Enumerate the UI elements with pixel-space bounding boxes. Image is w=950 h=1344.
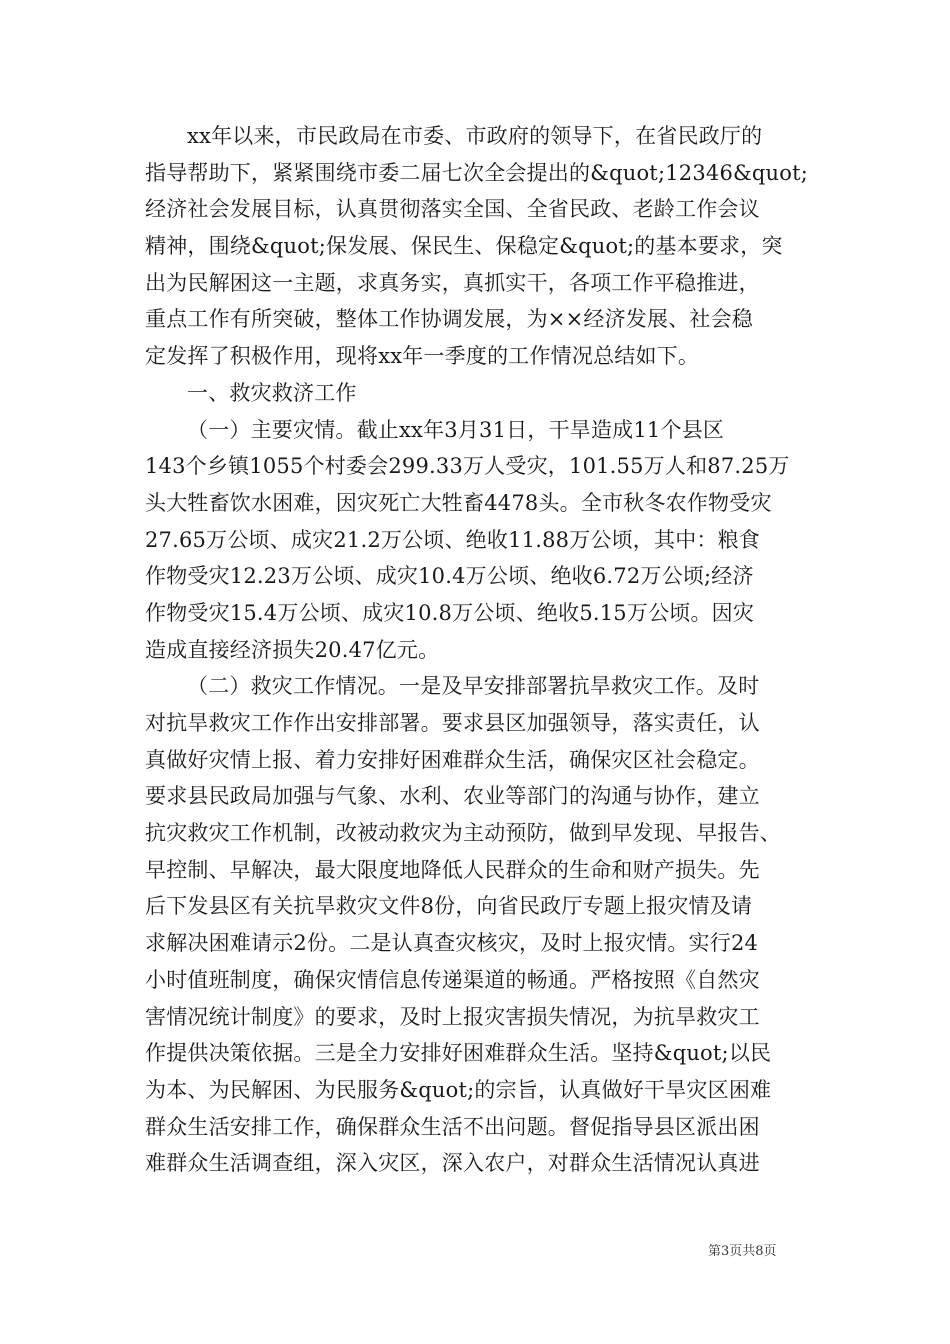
paragraph-line: xx年以来，市民政局在市委、市政府的领导下，在省民政厅的	[187, 124, 763, 148]
paragraph-line: 求解决困难请示2份。二是认真查灾核灾，及时上报灾情。实行24	[145, 931, 759, 956]
paragraph-line: 作物受灾15.4万公顷、成灾10.8万公顷、绝收5.15万公顷。因灾	[145, 600, 755, 625]
paragraph-line: 真做好灾情上报、着力安排好困难群众生活，确保灾区社会稳定。	[145, 747, 760, 772]
document-body	[145, 118, 809, 1182]
paragraph-line: 27.65万公顷、成灾21.2万公顷、绝收11.88万公顷，其中：粮食	[145, 527, 760, 552]
paragraph-line: 143个乡镇1055个村委会299.33万人受灾，101.55万人和87.25万	[145, 454, 790, 479]
paragraph-line: 后下发县区有关抗旱救灾文件8份，向省民政厅专题上报灾情及请	[145, 894, 753, 919]
section-heading: 一、救灾救济工作	[187, 380, 357, 405]
paragraph-line: 为本、为民解困、为民服务&quot;的宗旨，认真做好干旱灾区困难	[145, 1077, 772, 1102]
paragraph-line: 小时值班制度，确保灾情信息传递渠道的畅通。严格按照《自然灾	[145, 967, 760, 992]
paragraph-line: 定发挥了积极作用，现将xx年一季度的工作情况总结如下。	[145, 344, 700, 369]
paragraph-line: 害情况统计制度》的要求，及时上报灾害损失情况，为抗旱救灾工	[145, 1004, 760, 1029]
paragraph-line: 出为民解困这一主题，求真务实，真抓实干，各项工作平稳推进，	[145, 270, 760, 295]
paragraph-line: 重点工作有所突破，整体工作协调发展，为××经济发展、社会稳	[145, 307, 753, 332]
paragraph-line: （一）主要灾情。截止xx年3月31日，干旱造成11个县区	[187, 417, 725, 442]
paragraph-line: 难群众生活调查组，深入灾区，深入农户，对群众生活情况认真进	[145, 1151, 760, 1176]
paragraph-line: 精神，围绕&quot;保发展、保民生、保稳定&quot;的基本要求，突	[145, 234, 783, 259]
paragraph-line: 造成直接经济损失20.47亿元。	[145, 637, 440, 662]
paragraph-line: 早控制、早解决，最大限度地降低人民群众的生命和财产损失。先	[145, 857, 760, 882]
paragraph-line: 经济社会发展目标，认真贯彻落实全国、全省民政、老龄工作会议	[145, 197, 760, 222]
page-number: 第3页共8页	[708, 1244, 777, 1259]
paragraph-line: 要求县民政局加强与气象、水利、农业等部门的沟通与协作，建立	[145, 784, 760, 809]
paragraph-line: 群众生活安排工作，确保群众生活不出问题。督促指导县区派出困	[145, 1114, 760, 1139]
paragraph-line: 作提供决策依据。三是全力安排好困难群众生活。坚持&quot;以民	[145, 1041, 772, 1066]
paragraph-line: 作物受灾12.23万公顷、成灾10.4万公顷、绝收6.72万公顷;经济	[145, 564, 754, 589]
paragraph-line: 头大牲畜饮水困难，因灾死亡大牲畜4478头。全市秋冬农作物受灾	[145, 490, 772, 515]
paragraph-line: （二）救灾工作情况。一是及早安排部署抗旱救灾工作。及时	[187, 674, 760, 699]
paragraph-line: 指导帮助下，紧紧围绕市委二届七次全会提出的&quot;12346&quot;	[145, 160, 809, 185]
paragraph-line: 对抗旱救灾工作作出安排部署。要求县区加强领导，落实责任，认	[145, 711, 760, 735]
paragraph-line: 抗灾救灾工作机制，改被动救灾为主动预防，做到早发现、早报告、	[145, 821, 781, 846]
